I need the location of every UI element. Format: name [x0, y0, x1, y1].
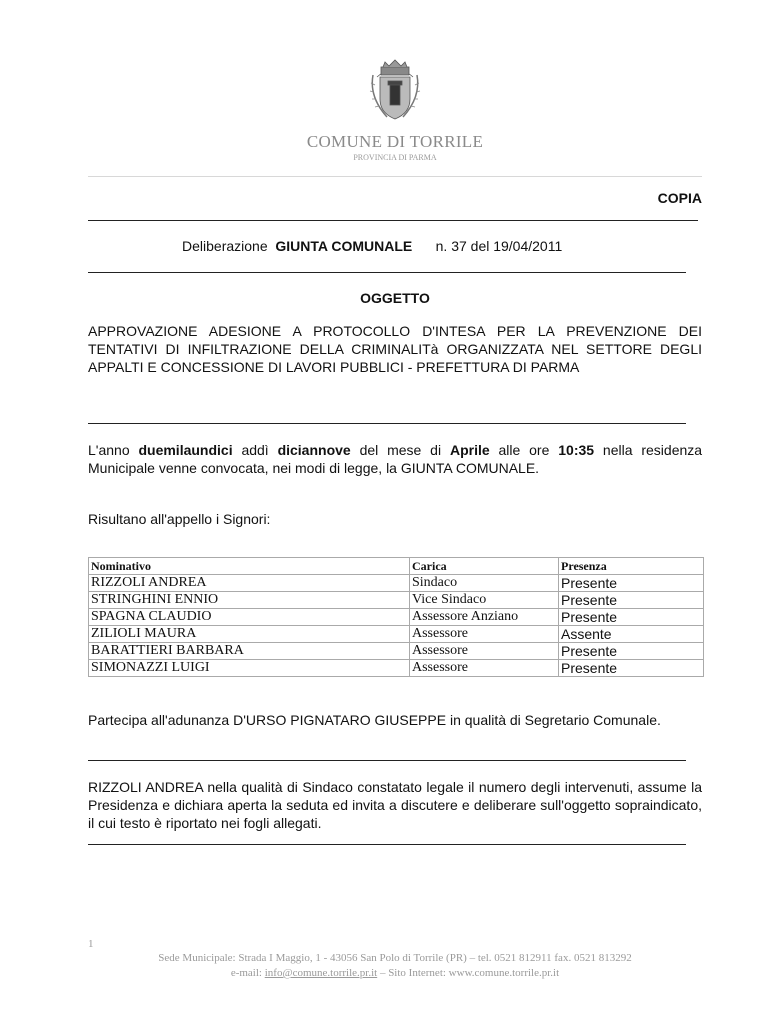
- nominativo-cell: ZILIOLI MAURA: [89, 626, 410, 643]
- table-row: [89, 592, 704, 609]
- convocazione-anno: duemilaundici: [138, 442, 233, 458]
- carica-cell: Assessore Anziano: [410, 609, 559, 626]
- table-row: [89, 609, 704, 626]
- convocazione-text: L'anno: [88, 442, 130, 458]
- table-row: [89, 643, 704, 660]
- nominativo-cell: SIMONAZZI LUIGI: [89, 660, 410, 677]
- table-row: [89, 575, 704, 592]
- presenza-cell: Presente: [559, 660, 704, 677]
- table-row: [89, 626, 704, 643]
- table-row: [89, 660, 704, 677]
- oggetto-heading: OGGETTO: [360, 290, 430, 306]
- nominativo-cell: STRINGHINI ENNIO: [89, 592, 410, 609]
- deliberazione-label: Deliberazione: [182, 238, 268, 254]
- presidenza-paragraph: RIZZOLI ANDREA nella qualità di Sindaco constatato legale il numero degli intervenuti, assume la Presidenza e dichiara aperta la seduta ed invita a discutere e deliberare sull'oggetto sopraindicato, il cui testo è riportato nei fogli allegati.: [88, 779, 702, 831]
- convocazione-text: addì: [241, 442, 269, 458]
- presenza-cell: Presente: [559, 575, 704, 592]
- presenze-table: [88, 557, 704, 677]
- comune-name: COMUNE DI TORRILE: [306, 132, 484, 151]
- convocazione-giorno: diciannove: [277, 442, 351, 458]
- nominativo-cell: RIZZOLI ANDREA: [89, 575, 410, 592]
- presenza-cell: Presente: [559, 609, 704, 626]
- divider-rule: [88, 272, 686, 273]
- presenza-cell: Presente: [559, 643, 704, 660]
- deliberazione-numero: n. 37 del 19/04/2011: [435, 238, 563, 254]
- column-header-nominativo: Nominativo: [89, 558, 410, 575]
- appello-text: Risultano all'appello i Signori:: [88, 511, 271, 527]
- nominativo-cell: SPAGNA CLAUDIO: [89, 609, 410, 626]
- divider-rule: [88, 423, 686, 424]
- divider-rule: [88, 760, 686, 761]
- carica-cell: Vice Sindaco: [410, 592, 559, 609]
- header-divider: [88, 176, 702, 177]
- carica-cell: Sindaco: [410, 575, 559, 592]
- carica-cell: Assessore: [410, 660, 559, 677]
- convocazione-text: alle ore: [498, 442, 550, 458]
- presenza-cell: Presente: [559, 592, 704, 609]
- column-header-presenza: Presenza: [559, 558, 704, 575]
- provincia-name: PROVINCIA DI PARMA: [353, 153, 437, 162]
- carica-cell: Assessore: [410, 626, 559, 643]
- convocazione-ora: 10:35: [558, 442, 595, 458]
- convocazione-paragraph: [88, 441, 702, 477]
- deliberazione-organo: GIUNTA COMUNALE: [275, 238, 413, 254]
- column-header-carica: Carica: [410, 558, 559, 575]
- comune-crest-logo: [365, 57, 425, 123]
- table-header-row: [89, 558, 704, 575]
- deliberazione-line: [182, 238, 562, 254]
- carica-cell: Assessore: [410, 643, 559, 660]
- convocazione-text: nella residenza Municipale venne convocata, nei modi di legge, la GIUNTA COMUNALE.: [88, 442, 703, 476]
- footer-sede: Sede Municipale: Strada I Maggio, 1 - 43056 San Polo di Torrile (PR) – tel. 0521 812911 fax. 0521 813292: [158, 952, 632, 964]
- page-number: 1: [88, 938, 94, 950]
- convocazione-text: del mese di: [359, 442, 442, 458]
- segretario-paragraph: Partecipa all'adunanza D'URSO PIGNATARO GIUSEPPE in qualità di Segretario Comunale.: [88, 712, 661, 728]
- copia-label: COPIA: [657, 190, 702, 206]
- divider-rule: [88, 844, 686, 845]
- divider-rule: [88, 220, 698, 221]
- footer-email-link[interactable]: info@comune.torrile.pr.it: [264, 967, 378, 979]
- oggetto-text: APPROVAZIONE ADESIONE A PROTOCOLLO D'INTESA PER LA PREVENZIONE DEI TENTATIVI DI INFILTRAZIONE DELLA CRIMINALITà ORGANIZZATA NEL SETTORE DEGLI APPALTI E CONCESSIONE DI LAVORI PUBBLICI - PREFETTURA DI PARMA: [88, 323, 702, 375]
- presenza-cell: Assente: [559, 626, 704, 643]
- footer-contacts: [0, 967, 770, 979]
- footer-email-label: e-mail:: [230, 967, 262, 979]
- footer-website: – Sito Internet: www.comune.torrile.pr.it: [379, 967, 560, 979]
- convocazione-mese: Aprile: [449, 442, 490, 458]
- nominativo-cell: BARATTIERI BARBARA: [89, 643, 410, 660]
